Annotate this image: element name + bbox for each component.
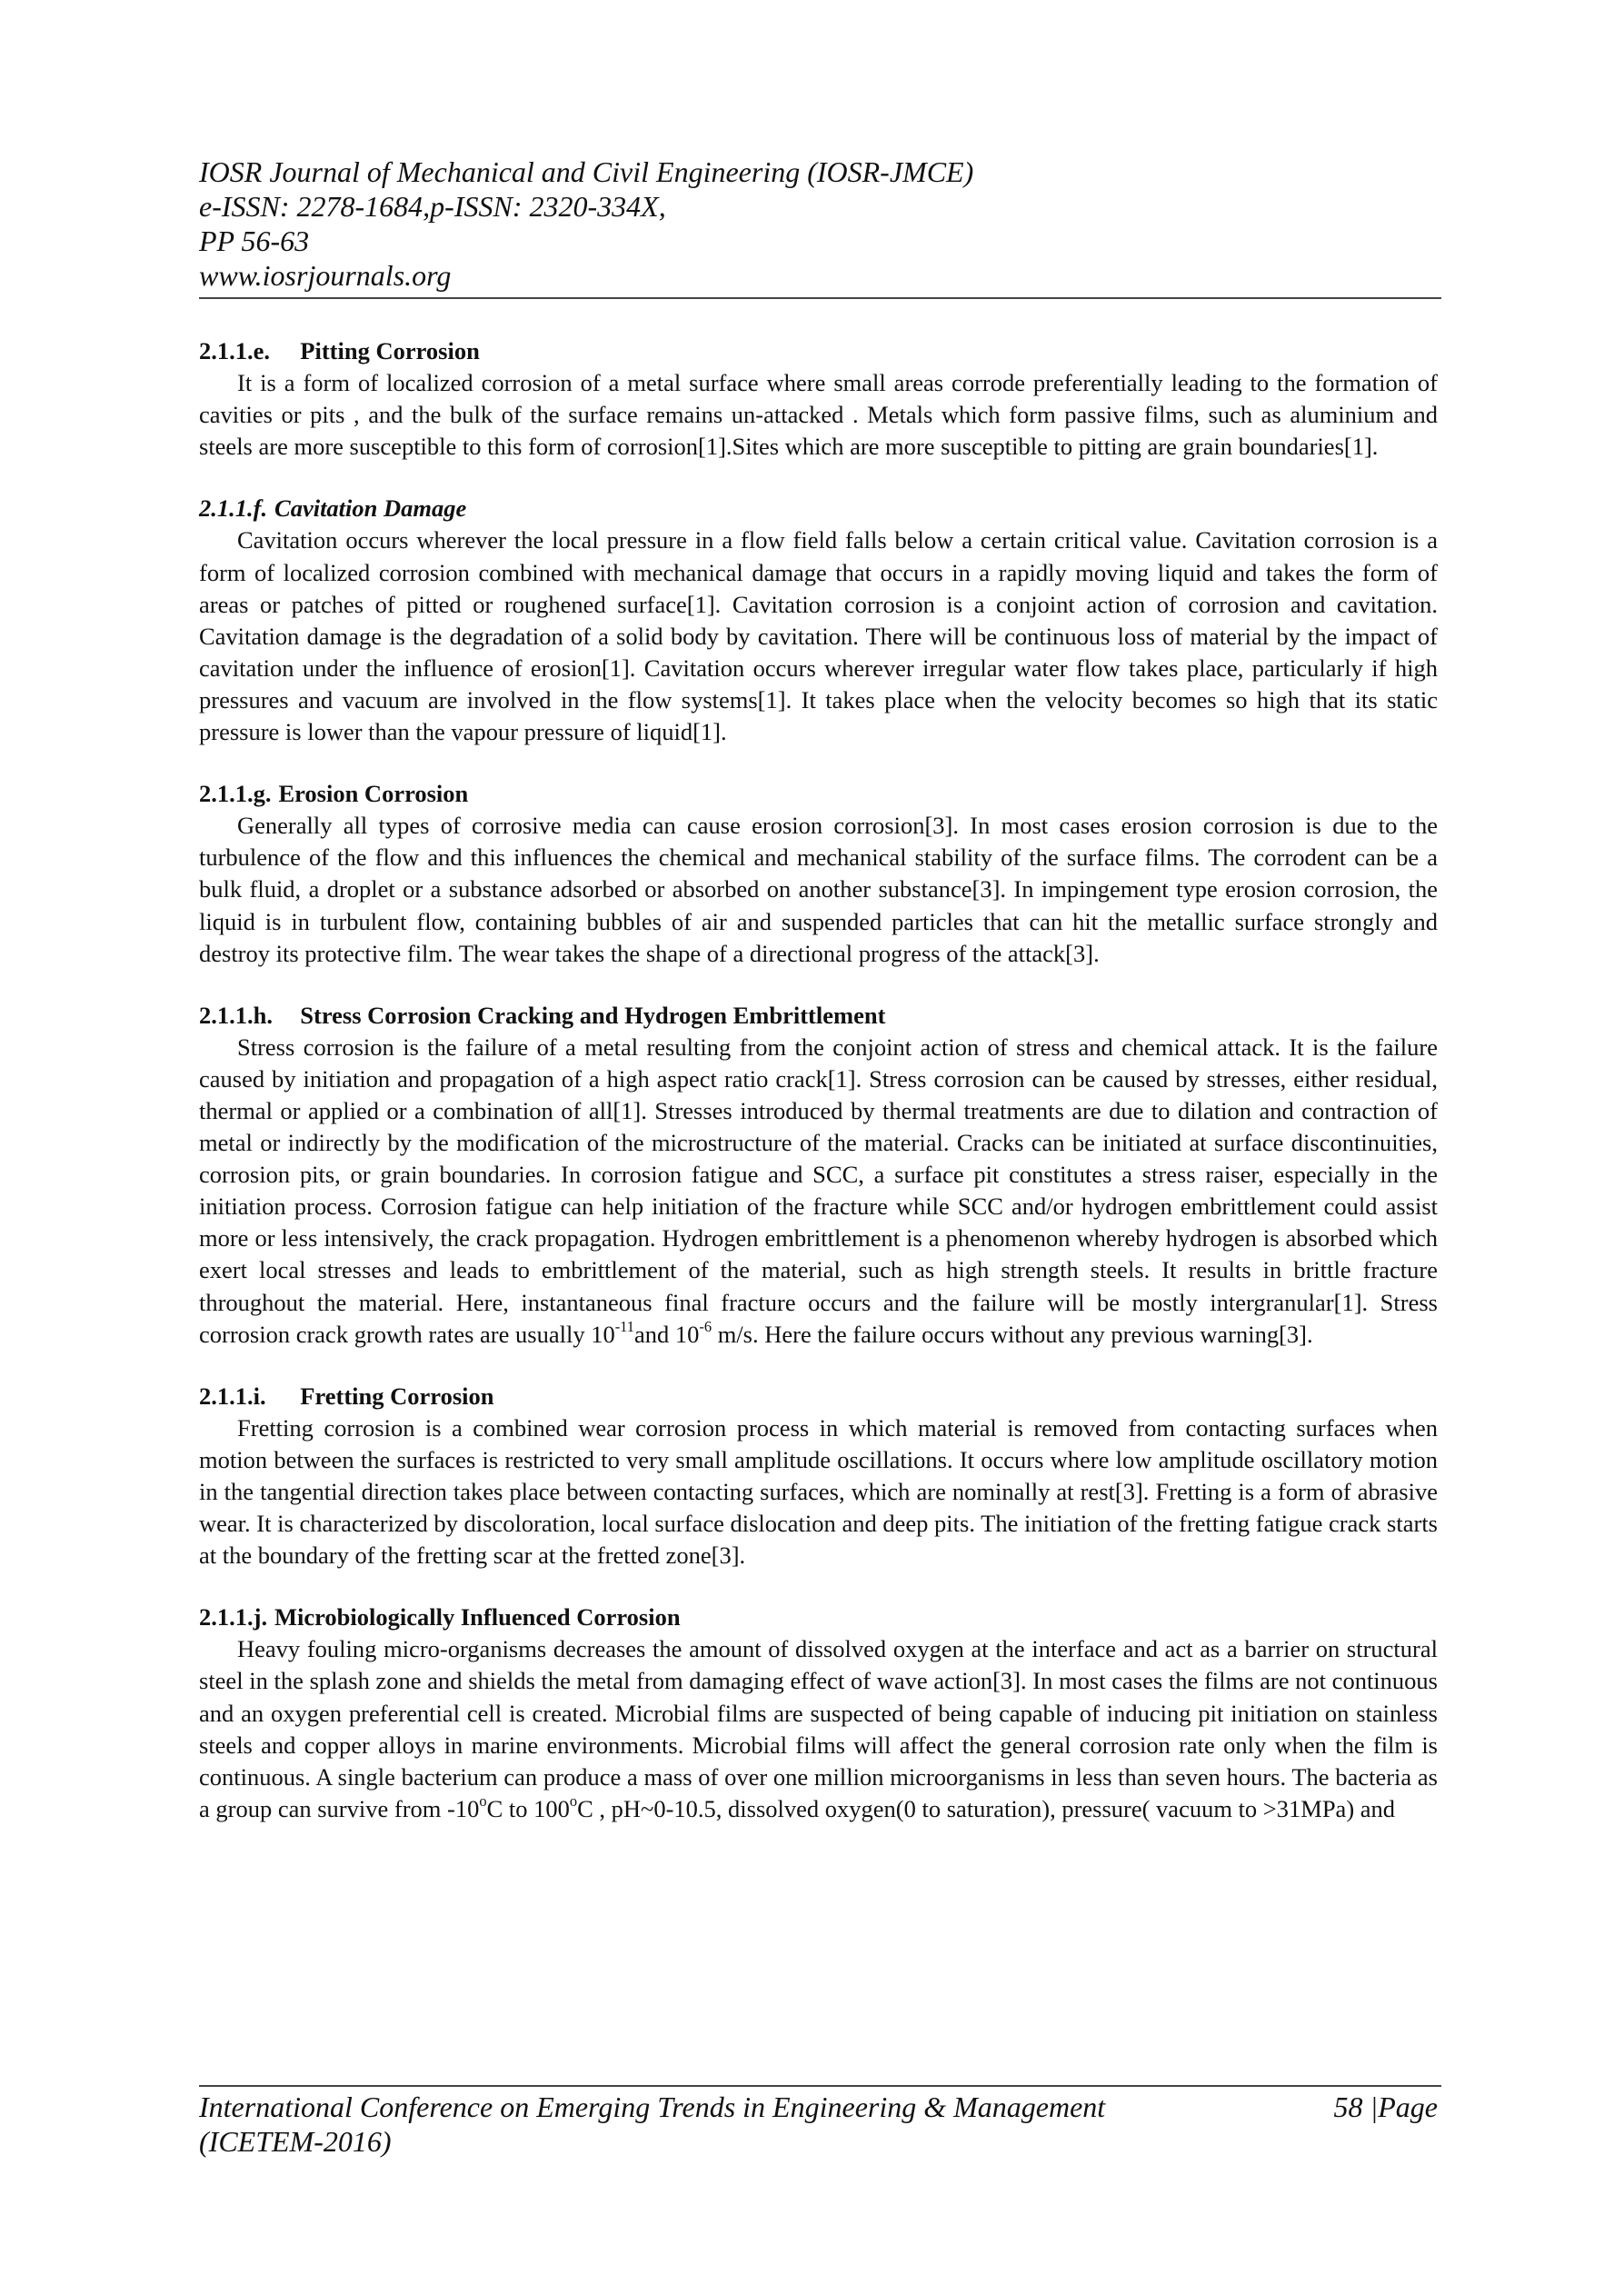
section-pitting-corrosion [199,335,1438,463]
page-range: PP 56-63 [199,225,310,257]
section-heading [199,1602,1438,1633]
section-erosion-corrosion [199,778,1438,970]
paragraph-text: C to 100 [486,1794,570,1822]
journal-website: www.iosrjournals.org [199,259,452,292]
section-number: 2.1.1.i. [199,1382,266,1410]
superscript-exponent: -6 [699,1317,712,1335]
superscript-exponent: -11 [614,1317,634,1335]
conference-acronym: (ICETEM-2016) [199,2125,392,2158]
section-paragraph: Generally all types of corrosive media can cause erosion corrosion[3]. In most cases erosion corrosion is due to the turbulence of the flow and this influences the chemical and mechanical stability of the surface films. The corrodent can be a bulk fluid, a droplet or a substance adsorbed or absorbed on another substance[3]. In impingement type erosion corrosion, the liquid is in turbulent flow, containing bubbles of air and suspended particles that can hit the metallic surface strongly and destroy its protective film. The wear takes the shape of a directional progress of the attack[3]. [199,812,1438,967]
section-fretting-corrosion [199,1381,1438,1572]
paragraph-text: Stress corrosion is the failure of a metal resulting from the conjoint action of stress and chemical attack. It is the failure caused by initiation and propagation of a high aspect ratio crack[1]. Stress corrosion can be caused by stresses, either residual, thermal or applied or a combination of all[1]. Stresses introduced by thermal treatments are due to dilation and contraction of metal or indirectly by the modification of the microstructure of the material. Cracks can be initiated at surface discontinuities, corrosion pits, or grain boundaries. In corrosion fatigue and SCC, a surface pit constitutes a stress raiser, especially in the initiation process. Corrosion fatigue can help initiation of the fracture while SCC and/or hydrogen embrittlement could assist more or less intensively, the crack propagation. Hydrogen embrittlement is a phenomenon whereby hydrogen is absorbed which exert local stresses and leads to embrittlement of the material, such as high strength steels. It results in brittle fracture throughout the material. Here, instantaneous final fracture occurs and the failure will be mostly intergranular[1]. Stress corrosion crack growth rates are usually 10 [199,1033,1438,1348]
section-heading [199,1381,1438,1412]
paragraph-text: m/s. Here the failure occurs without any previous warning[3]. [712,1320,1313,1348]
running-header [199,155,1441,293]
section-title: Pitting Corrosion [300,337,480,364]
section-title: Stress Corrosion Cracking and Hydrogen Embrittlement [300,1001,886,1029]
section-title: Erosion Corrosion [278,780,469,808]
body-content [199,335,1438,1855]
section-heading [199,335,1438,367]
paragraph-text: C , pH~0-10.5, dissolved oxygen(0 to saturation), pressure( vacuum to >31MPa) and [577,1794,1396,1822]
section-paragraph [199,1633,1438,1825]
page-number: 58 |Page [1333,2090,1438,2123]
section-paragraph: Fretting corrosion is a combined wear corrosion process in which material is removed from contacting surfaces when motion between the surfaces is restricted to very small amplitude oscillations. It occurs where low amplitude oscillatory motion in the tangential direction takes place between contacting surfaces, which are nominally at rest[3]. Fretting is a form of abrasive wear. It is characterized by discoloration, local surface dislocation and deep pits. The initiation of the fretting fatigue crack starts at the boundary of the fretting scar at the fretted zone[3]. [199,1413,1438,1570]
section-paragraph [199,1032,1438,1351]
section-heading [199,778,1438,810]
section-microbiologically-influenced-corrosion [199,1602,1438,1825]
section-heading [199,493,1438,524]
section-cavitation-damage [199,493,1438,748]
degree-superscript: o [569,1792,578,1811]
section-stress-corrosion-cracking [199,1000,1438,1351]
section-heading [199,1000,1438,1032]
journal-name: IOSR Journal of Mechanical and Civil Engineering (IOSR-JMCE) [199,155,974,188]
section-number: 2.1.1.h. [199,1001,273,1029]
paragraph-text: Heavy fouling micro-organisms decreases the amount of dissolved oxygen at the interface and act as a barrier on structural steel in the splash zone and shields the metal from damaging effect of wave action[3]. In most cases the films are not continuous and an oxygen preferential cell is created. Microbial films are suspected of being capable of inducing pit initiation on stainless steels and copper alloys in marine environments. Microbial films will affect the general corrosion rate only when the film is continuous. A single bacterium can produce a mass of over one million microorganisms in less than seven hours. The bacteria as a group can survive from -10 [199,1635,1438,1822]
section-number: 2.1.1.j. [199,1603,268,1631]
section-number: 2.1.1.g. [199,780,272,808]
section-paragraph: It is a form of localized corrosion of a metal surface where small areas corrode preferentially leading to the formation of cavities or pits , and the bulk of the surface remains un-attacked . Metals which form passive films, such as aluminium and steels are more susceptible to this form of corrosion[1].Sites which are more susceptible to pitting are grain boundaries[1]. [199,369,1438,461]
issn-line: e-ISSN: 2278-1684,p-ISSN: 2320-334X, [199,190,666,223]
conference-name: International Conference on Emerging Trends in Engineering & Management [199,2090,1106,2123]
section-title: Cavitation Damage [274,494,467,523]
section-number: 2.1.1.f. [199,494,268,523]
header-divider [199,297,1441,299]
footer-divider [199,2085,1441,2087]
section-paragraph: Cavitation occurs wherever the local pressure in a flow field falls below a certain critical value. Cavitation corrosion is a form of localized corrosion combined with mechanical damage that occurs in a rapidly moving liquid and takes the form of areas or patches of pitted or roughened surface[1]. Cavitation corrosion is a conjoint action of corrosion and cavitation. Cavitation damage is the degradation of a solid body by cavitation. There will be continuous loss of material by the impact of cavitation under the influence of erosion[1]. Cavitation occurs wherever irregular water flow takes place, particularly if high pressures and vacuum are involved in the flow systems[1]. It takes place when the velocity becomes so high that its static pressure is lower than the vapour pressure of liquid[1]. [199,526,1438,746]
paragraph-text: and 10 [633,1320,700,1348]
section-title: Microbiologically Influenced Corrosion [274,1603,681,1631]
section-number: 2.1.1.e. [199,337,271,364]
running-footer [199,2090,1438,2159]
section-title: Fretting Corrosion [300,1382,494,1410]
degree-superscript: o [479,1792,487,1811]
